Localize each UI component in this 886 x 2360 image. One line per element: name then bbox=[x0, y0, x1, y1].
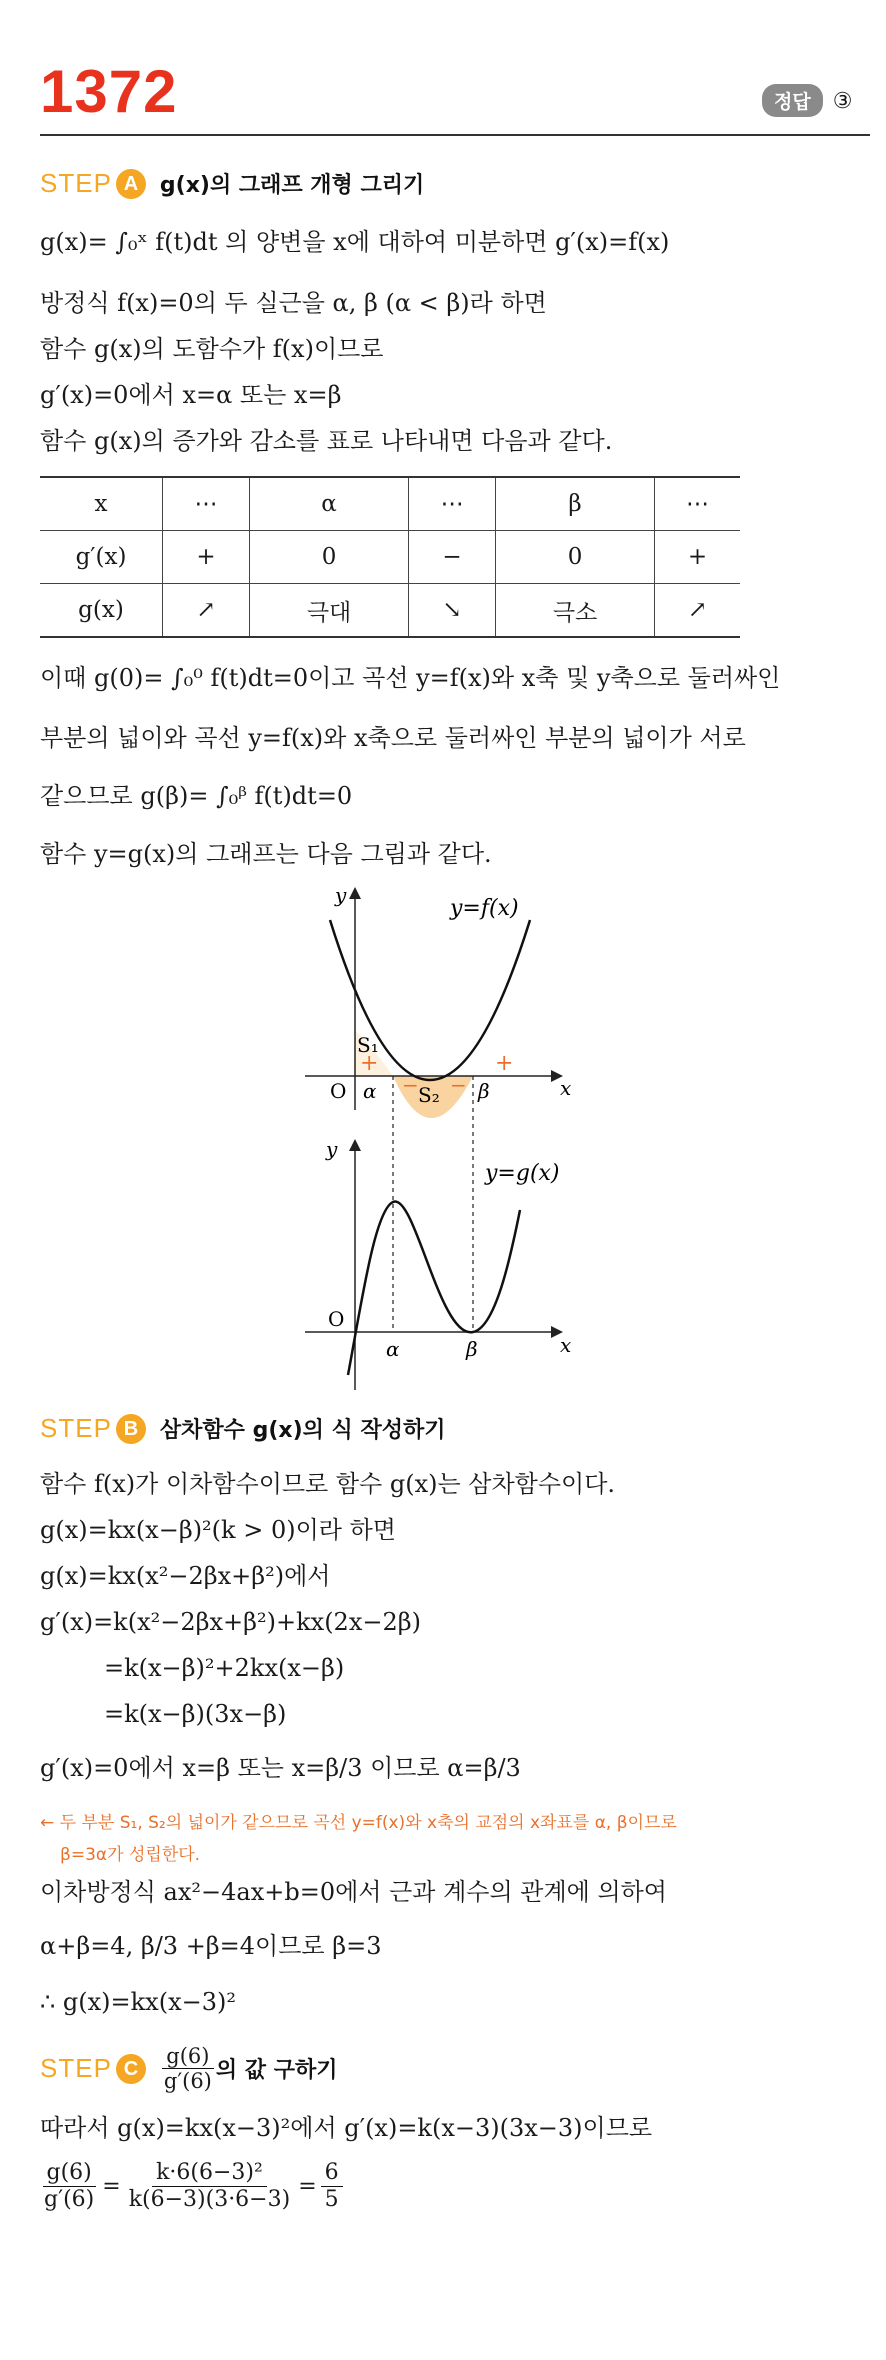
step-b-line: =k(x−β)(3x−β) bbox=[104, 1700, 287, 1728]
step-a-line: g(x)= ∫₀ˣ f(t)dt 의 양변을 x에 대하여 미분하면 g′(x)=f(x) bbox=[40, 228, 670, 256]
top-x-label: x bbox=[560, 1076, 572, 1100]
bottom-x-label: x bbox=[560, 1333, 572, 1357]
step-title: g(x)의 그래프 개형 그리기 bbox=[159, 173, 425, 198]
table-row bbox=[40, 584, 740, 638]
table-cell: x bbox=[40, 477, 163, 531]
table-cell: + bbox=[163, 531, 250, 584]
top-y-label: y bbox=[335, 883, 347, 907]
step-a-line: 방정식 f(x)=0의 두 실근을 α, β (α < β)라 하면 bbox=[40, 289, 547, 317]
table-cell: α bbox=[250, 477, 409, 531]
fraction-numerator: 6 bbox=[321, 2160, 343, 2187]
final-equation bbox=[40, 2160, 343, 2214]
problem-number: 1372 bbox=[40, 58, 178, 125]
header-divider bbox=[40, 134, 870, 136]
step-a-line: g′(x)=0에서 x=α 또는 x=β bbox=[40, 381, 342, 409]
step-a-after-line: 부분의 넓이와 곡선 y=f(x)와 x축으로 둘러싸인 부분의 넓이가 서로 bbox=[40, 724, 746, 752]
step-b-line: g′(x)=k(x²−2βx+β²)+kx(2x−2β) bbox=[40, 1608, 421, 1636]
step-badge: A bbox=[116, 169, 146, 199]
fraction-numerator: g(6) bbox=[162, 2044, 213, 2069]
step-b-note: β=3α가 성립한다. bbox=[60, 1845, 201, 1865]
f-curve-label: y=f(x) bbox=[450, 896, 519, 921]
step-b-line: ∴ g(x)=kx(x−3)² bbox=[40, 1988, 236, 2016]
answer-value: ③ bbox=[832, 87, 853, 113]
step-b-line: 함수 f(x)가 이차함수이므로 함수 g(x)는 삼차함수이다. bbox=[40, 1470, 616, 1498]
table-cell: ⋯ bbox=[655, 477, 740, 531]
table-cell: ↗ bbox=[163, 584, 250, 638]
table-cell: ⋯ bbox=[163, 477, 250, 531]
table-cell: g′(x) bbox=[40, 531, 163, 584]
bottom-y-label: y bbox=[326, 1137, 338, 1161]
fraction-denominator: 5 bbox=[324, 2187, 339, 2213]
table-cell: β bbox=[496, 477, 655, 531]
plus-sign: + bbox=[495, 1051, 514, 1076]
table-cell: 0 bbox=[250, 531, 409, 584]
final-lhs bbox=[40, 2160, 98, 2214]
table-cell: + bbox=[655, 531, 740, 584]
table-cell: 극소 bbox=[496, 584, 655, 638]
step-badge: B bbox=[116, 1414, 146, 1444]
fraction-denominator: g′(6) bbox=[44, 2187, 95, 2213]
sign-table bbox=[40, 476, 740, 638]
table-cell: ↗ bbox=[655, 584, 740, 638]
step-b-line: =k(x−β)²+2kx(x−β) bbox=[104, 1654, 345, 1682]
table-cell: ⋯ bbox=[409, 477, 496, 531]
fraction-denominator: g′(6) bbox=[163, 2069, 212, 2094]
minus-sign: − bbox=[402, 1073, 419, 1097]
top-beta: β bbox=[478, 1079, 490, 1103]
s2-label: S₂ bbox=[418, 1083, 440, 1107]
s1-label: S₁ bbox=[357, 1033, 379, 1057]
step-title: 의 값 구하기 bbox=[215, 2058, 338, 2084]
table-cell: ↘ bbox=[409, 584, 496, 638]
step-title: 삼차함수 g(x)의 식 작성하기 bbox=[159, 1418, 446, 1443]
step-b-heading bbox=[40, 1413, 445, 1444]
step-b-note: ← 두 부분 S₁, S₂의 넓이가 같으므로 곡선 y=f(x)와 x축의 교점의 x좌표를 α, β이므로 bbox=[40, 1813, 677, 1833]
table-cell: 극대 bbox=[250, 584, 409, 638]
graphs bbox=[290, 880, 620, 1400]
step-title-fraction bbox=[160, 2044, 216, 2093]
bottom-beta: β bbox=[466, 1337, 478, 1361]
answer-label: 정답 bbox=[762, 84, 823, 117]
top-alpha: α bbox=[363, 1079, 377, 1103]
equals-sign: = bbox=[102, 2174, 121, 2200]
final-rhs bbox=[321, 2160, 343, 2214]
step-label: STEP bbox=[40, 2053, 112, 2084]
step-a-heading bbox=[40, 168, 424, 199]
final-mid bbox=[125, 2160, 295, 2214]
equals-sign: = bbox=[298, 2174, 317, 2200]
step-b-line: g(x)=kx(x−β)²(k > 0)이라 하면 bbox=[40, 1516, 396, 1544]
step-c-line: 따라서 g(x)=kx(x−3)²에서 g′(x)=k(x−3)(3x−3)이므로 bbox=[40, 2114, 653, 2142]
step-c-heading bbox=[40, 2044, 337, 2093]
answer-box bbox=[762, 84, 852, 117]
step-b-line: 이차방정식 ax²−4ax+b=0에서 근과 계수의 관계에 의하여 bbox=[40, 1878, 667, 1906]
step-a-after-line: 같으므로 g(β)= ∫₀ᵝ f(t)dt=0 bbox=[40, 782, 353, 810]
table-cell: 0 bbox=[496, 531, 655, 584]
table-row bbox=[40, 477, 740, 531]
fraction-numerator: k·6(6−3)² bbox=[152, 2160, 267, 2187]
step-a-after-line: 이때 g(0)= ∫₀⁰ f(t)dt=0이고 곡선 y=f(x)와 x축 및 y축으로 둘러싸인 bbox=[40, 664, 781, 692]
table-row bbox=[40, 531, 740, 584]
bottom-origin: O bbox=[328, 1307, 345, 1331]
step-a-line: 함수 g(x)의 증가와 감소를 표로 나타내면 다음과 같다. bbox=[40, 427, 613, 455]
step-label: STEP bbox=[40, 168, 112, 198]
plus-sign: + bbox=[360, 1051, 379, 1076]
step-badge: C bbox=[116, 2054, 146, 2084]
fraction-denominator: k(6−3)(3·6−3) bbox=[128, 2187, 291, 2213]
step-label: STEP bbox=[40, 1413, 112, 1443]
step-b-line: g(x)=kx(x²−2βx+β²)에서 bbox=[40, 1562, 331, 1590]
step-a-line: 함수 g(x)의 도함수가 f(x)이므로 bbox=[40, 335, 384, 363]
bottom-alpha: α bbox=[386, 1337, 400, 1361]
fraction-numerator: g(6) bbox=[43, 2160, 96, 2187]
table-cell: g(x) bbox=[40, 584, 163, 638]
step-b-line: α+β=4, β/3 +β=4이므로 β=3 bbox=[40, 1932, 382, 1960]
table-cell: − bbox=[409, 531, 496, 584]
step-b-line: g′(x)=0에서 x=β 또는 x=β/3 이므로 α=β/3 bbox=[40, 1754, 521, 1782]
top-origin: O bbox=[330, 1079, 347, 1103]
g-curve-label: y=g(x) bbox=[485, 1161, 560, 1186]
cubic-g bbox=[348, 1202, 520, 1375]
step-a-after-line: 함수 y=g(x)의 그래프는 다음 그림과 같다. bbox=[40, 840, 492, 868]
minus-sign: − bbox=[450, 1073, 467, 1097]
